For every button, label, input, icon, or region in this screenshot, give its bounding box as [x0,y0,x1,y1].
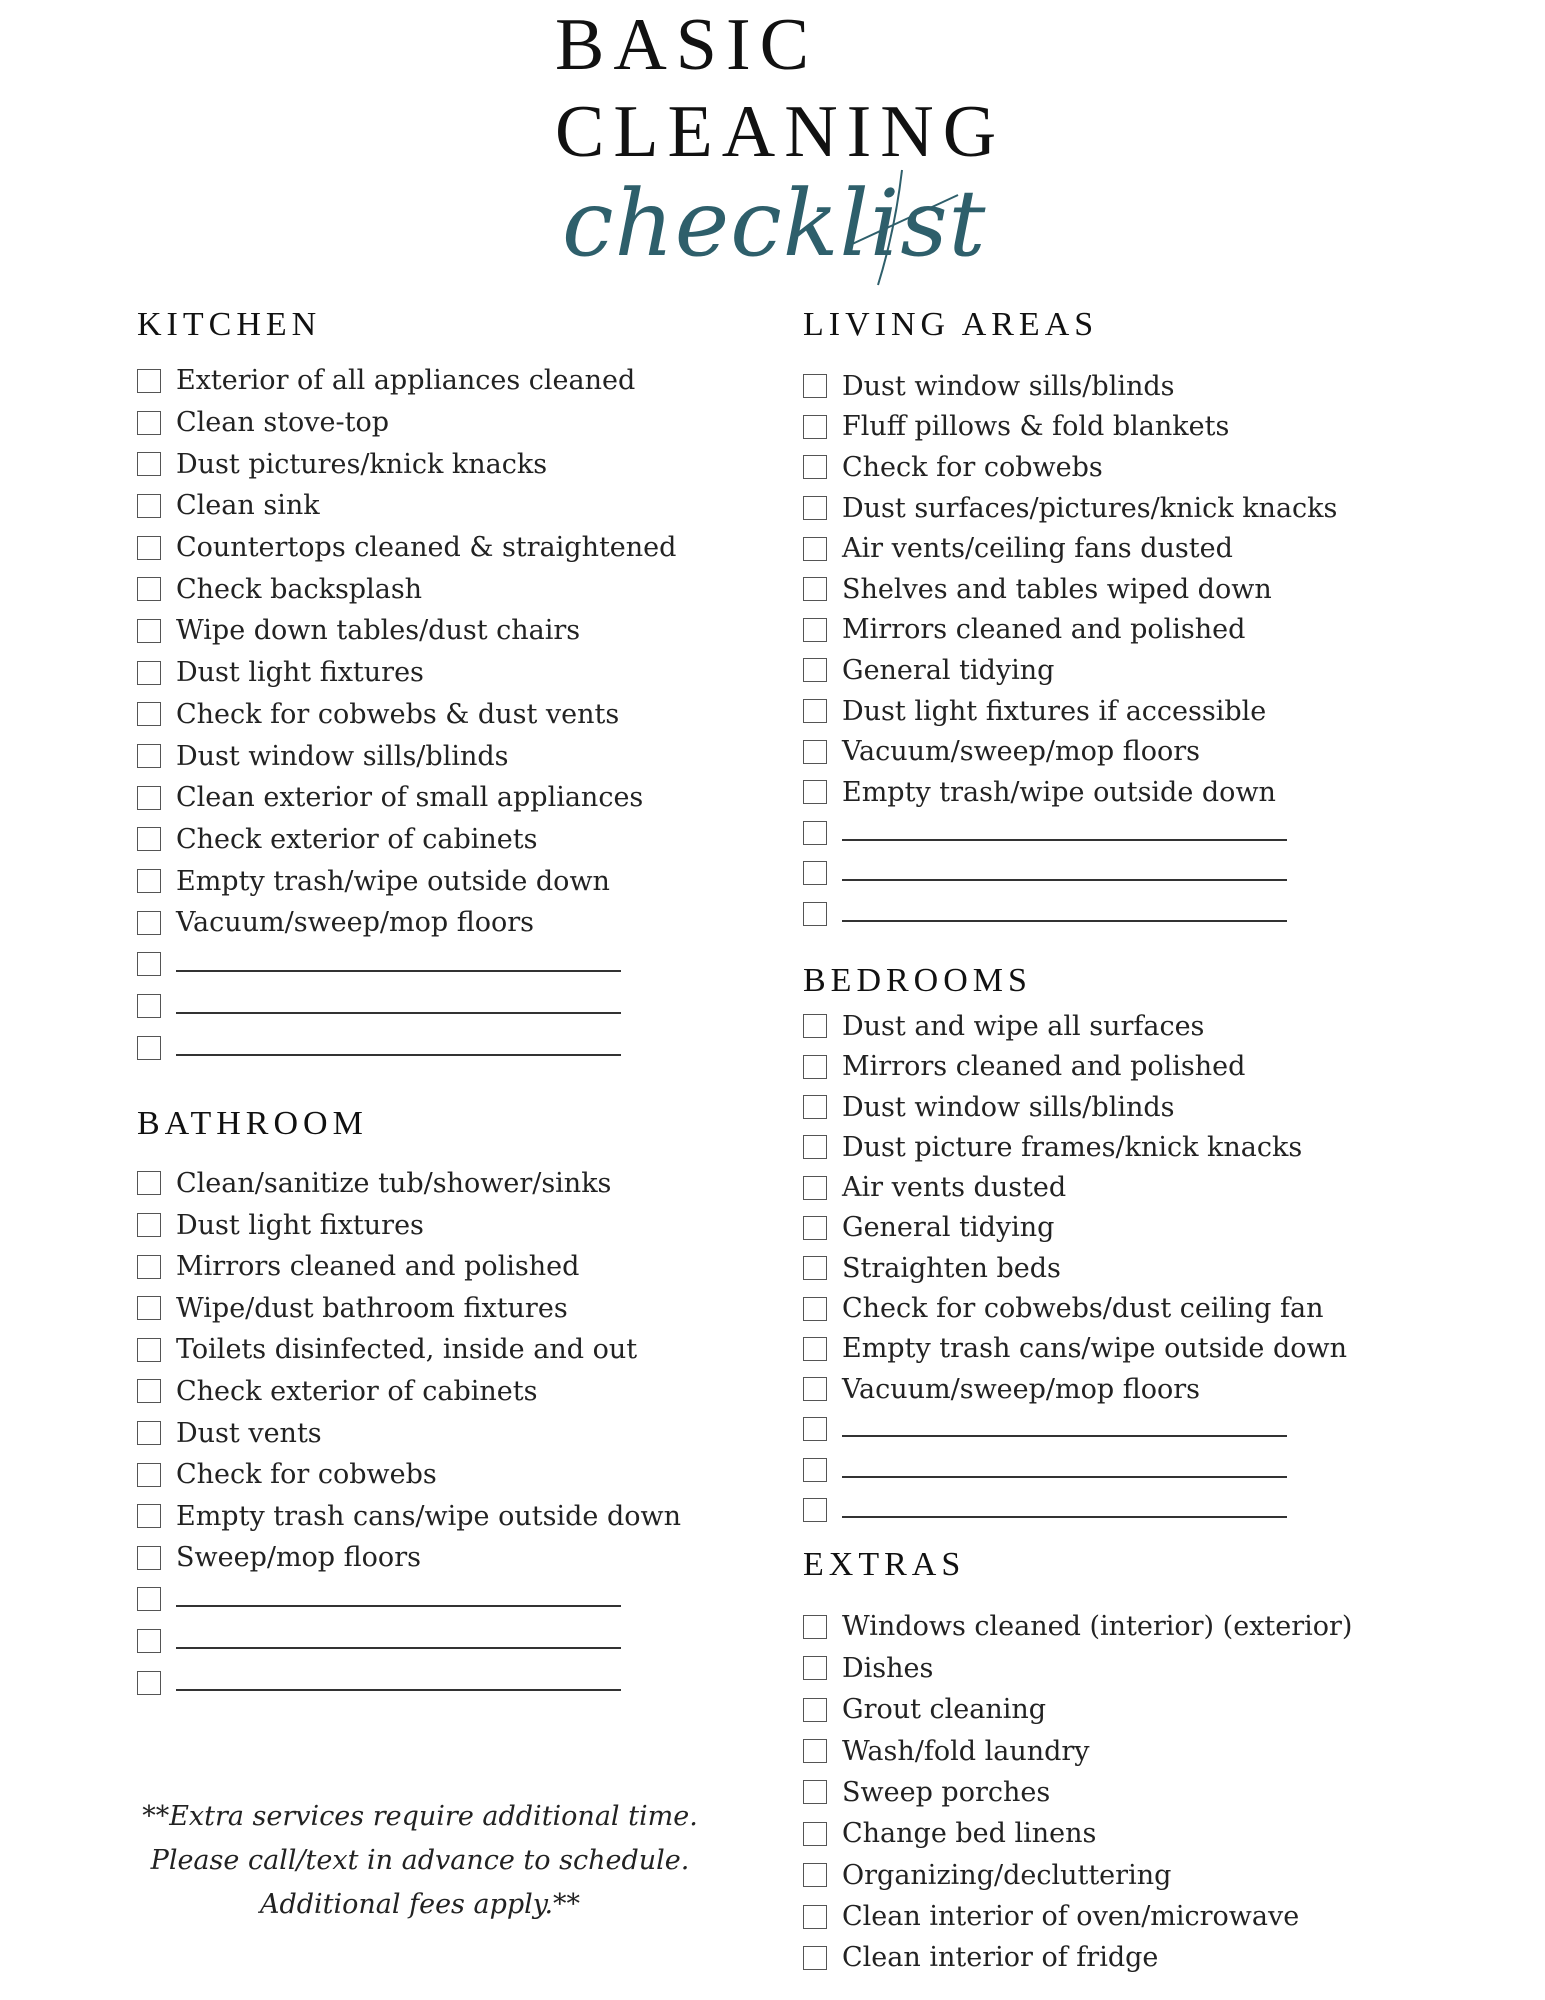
checkbox[interactable] [137,786,161,810]
checkbox[interactable] [803,537,827,561]
checklist-item [137,819,697,861]
checkbox[interactable] [137,369,161,393]
checkbox[interactable] [137,1036,161,1060]
checklist-item [137,1204,697,1246]
bathroom-list [137,1163,697,1704]
extras-title: EXTRAS [803,1546,966,1584]
checklist-item [137,1287,697,1329]
checklist-item-label: Mirrors cleaned and polished [176,1251,580,1283]
checkbox[interactable] [137,1379,161,1403]
checklist-item [137,1537,697,1579]
extra-services-note [130,1795,710,1927]
checkbox[interactable] [137,1587,161,1611]
checkbox[interactable] [803,618,827,642]
checklist-item [803,1248,1443,1288]
checkbox[interactable] [803,374,827,398]
checklist-item-label: Dust window sills/blinds [842,370,1175,402]
checklist-item [803,1168,1443,1208]
script-flourish [840,150,970,290]
title-line-2: CLEANING [555,91,1006,173]
blank-write-in-line[interactable] [176,956,621,972]
blank-checklist-item [137,1579,697,1621]
checklist-item-label: Dust picture frames/knick knacks [842,1131,1303,1163]
checklist-item-label: Exterior of all appliances cleaned [176,365,636,397]
checklist-item-label: Mirrors cleaned and polished [842,614,1246,646]
checklist-item [803,1689,1443,1730]
checklist-item-label: Clean/sanitize tub/shower/sinks [176,1167,612,1199]
kitchen-list [137,360,697,1069]
checkbox[interactable] [803,496,827,520]
checklist-item-label: General tidying [842,1212,1055,1244]
checkbox[interactable] [803,1656,827,1680]
blank-write-in-line[interactable] [176,1040,621,1056]
checklist-item [803,447,1443,488]
blank-checklist-item [803,894,1443,935]
checkbox[interactable] [803,1615,827,1639]
checklist-item [803,1369,1443,1409]
checklist-item-label: Dust light fixtures [176,657,424,689]
checkbox[interactable] [803,861,827,885]
blank-checklist-item [137,1620,697,1662]
blank-write-in-line[interactable] [842,1462,1287,1478]
checkbox[interactable] [803,1216,827,1240]
checkbox[interactable] [803,1014,827,1038]
blank-write-in-line[interactable] [176,1675,621,1691]
checklist-item-label: Clean interior of fridge [842,1942,1159,1974]
checklist-item-label: Sweep porches [842,1776,1051,1808]
checkbox[interactable] [803,1417,827,1441]
checklist-item-label: Air vents/ceiling fans dusted [842,533,1233,565]
checklist-item-label: Dust window sills/blinds [176,740,509,772]
checklist-item-label: Shelves and tables wiped down [842,573,1272,605]
checklist-item-label: Dust light fixtures [176,1209,424,1241]
checklist-item [803,1047,1443,1087]
checkbox[interactable] [137,869,161,893]
checkbox[interactable] [137,619,161,643]
checklist-item [803,1288,1443,1328]
blank-checklist-item [137,985,697,1027]
checklist-item-label: Fluff pillows & fold blankets [842,411,1230,443]
checklist-item-label: Check backsplash [176,573,423,605]
checkbox[interactable] [803,1458,827,1482]
checklist-item [803,650,1443,691]
blank-checklist-item [803,1490,1443,1530]
checklist-item-label: Empty trash/wipe outside down [842,776,1276,808]
checklist-item-label: General tidying [842,654,1055,686]
checklist-item-label: Clean sink [176,490,320,522]
checkbox[interactable] [137,1171,161,1195]
checkbox[interactable] [137,1213,161,1237]
checklist-item [803,1648,1443,1689]
checkbox[interactable] [137,577,161,601]
checklist-item-label: Clean interior of oven/microwave [842,1901,1300,1933]
checkbox[interactable] [137,1463,161,1487]
checklist-item-label: Vacuum/sweep/mop floors [176,907,535,939]
checkbox[interactable] [803,1498,827,1522]
blank-checklist-item [137,944,697,986]
checklist-item [803,488,1443,529]
checklist-item [137,735,697,777]
living-areas-title: LIVING AREAS [803,306,1099,343]
blank-write-in-line[interactable] [176,1591,621,1607]
checkbox[interactable] [803,1297,827,1321]
checklist-item [137,1412,697,1454]
checkbox[interactable] [803,1256,827,1280]
blank-checklist-item [803,1450,1443,1490]
checklist-item-label: Windows cleaned (interior) (exterior) [842,1611,1353,1643]
checklist-item-label: Empty trash cans/wipe outside down [176,1500,681,1532]
checklist-item [137,1246,697,1288]
checklist-item [803,772,1443,813]
checklist-item [803,1772,1443,1813]
extras-list [803,1606,1443,1979]
checklist-item [137,527,697,569]
checklist-item-label: Check for cobwebs & dust vents [176,698,620,730]
checkbox[interactable] [137,911,161,935]
checklist-item-label: Check for cobwebs [842,451,1103,483]
checkbox[interactable] [137,1546,161,1570]
checkbox[interactable] [137,1255,161,1279]
checklist-item [137,652,697,694]
checklist-item-label: Toilets disinfected, inside and out [176,1334,638,1366]
checklist-item-label: Dust light fixtures if accessible [842,695,1267,727]
checkbox[interactable] [803,902,827,926]
checkbox[interactable] [137,494,161,518]
checkbox[interactable] [137,452,161,476]
kitchen-section [137,300,697,1069]
checklist-item [803,1937,1443,1978]
checklist-item [803,1208,1443,1248]
checklist-item-label: Sweep/mop floors [176,1542,421,1574]
checklist-item [803,569,1443,610]
checklist-item-label: Straighten beds [842,1252,1061,1284]
checklist-item-label: Clean stove-top [176,407,390,439]
checklist-item-label: Dust window sills/blinds [842,1091,1175,1123]
checkbox[interactable] [137,1671,161,1695]
blank-write-in-line[interactable] [842,825,1287,841]
checklist-item [137,360,697,402]
checkbox[interactable] [137,994,161,1018]
bedrooms-title: BEDROOMS [803,962,1032,1000]
checklist-item [137,777,697,819]
checklist-item [803,1813,1443,1854]
checklist-item [137,902,697,944]
checkbox[interactable] [137,952,161,976]
extras-section [803,1540,1443,1979]
blank-write-in-line[interactable] [842,865,1287,881]
checkbox[interactable] [137,1629,161,1653]
checkbox[interactable] [137,827,161,851]
checklist-item-label: Vacuum/sweep/mop floors [842,1373,1201,1405]
blank-checklist-item [803,1409,1443,1449]
checkbox[interactable] [803,780,827,804]
living-areas-list [803,366,1443,934]
checklist-item [137,443,697,485]
bedrooms-section [803,956,1443,1530]
checklist-item-label: Countertops cleaned & straightened [176,532,677,564]
checkbox[interactable] [137,1421,161,1445]
checkbox[interactable] [137,536,161,560]
living-areas-section [803,300,1443,934]
checkbox[interactable] [803,1698,827,1722]
checklist-item [803,691,1443,732]
checklist-item [803,1606,1443,1647]
checkbox[interactable] [803,1863,827,1887]
right-column [803,300,1443,1979]
checklist-item-label: Wipe down tables/dust chairs [176,615,581,647]
checkbox[interactable] [803,1822,827,1846]
checkbox[interactable] [803,1946,827,1970]
bedrooms-list [803,1006,1443,1530]
checkbox[interactable] [803,1135,827,1159]
checklist-item [803,1006,1443,1046]
checklist-item [803,610,1443,651]
bathroom-title: BATHROOM [137,1104,368,1142]
checklist-item [137,1495,697,1537]
checklist-item-label: Organizing/decluttering [842,1859,1172,1891]
checklist-item [137,1329,697,1371]
checklist-item [137,1371,697,1413]
blank-checklist-item [803,853,1443,894]
checkbox[interactable] [137,1296,161,1320]
blank-write-in-line[interactable] [176,1633,621,1649]
checklist-item-label: Dust pictures/knick knacks [176,448,548,480]
checkbox[interactable] [803,658,827,682]
note-line-2: Please call/text in advance to schedule. [150,1845,690,1876]
checkbox[interactable] [137,702,161,726]
checklist-item-label: Air vents dusted [842,1172,1067,1204]
checklist-item-label: Mirrors cleaned and polished [842,1051,1246,1083]
checkbox[interactable] [803,740,827,764]
note-line-3: Additional fees apply.** [259,1889,581,1920]
blank-write-in-line[interactable] [176,998,621,1014]
checklist-item-label: Dust and wipe all surfaces [842,1010,1205,1042]
checkbox[interactable] [803,1739,827,1763]
checkbox[interactable] [803,577,827,601]
blank-checklist-item [137,1662,697,1704]
checklist-item [803,1855,1443,1896]
checklist-item [137,860,697,902]
checklist-item-label: Vacuum/sweep/mop floors [842,736,1201,768]
title-script: checklist [562,170,987,277]
checkbox[interactable] [137,411,161,435]
checklist-item-label: Dust surfaces/pictures/knick knacks [842,492,1338,524]
note-line-1: **Extra services require additional time. [142,1801,698,1832]
checklist-item-label: Empty trash/wipe outside down [176,865,610,897]
bathroom-section [137,1099,697,1704]
checklist-item-label: Change bed linens [842,1818,1097,1850]
blank-checklist-item [803,813,1443,854]
checkbox[interactable] [803,1780,827,1804]
checklist-item [137,1454,697,1496]
checklist-item-label: Wipe/dust bathroom fixtures [176,1292,568,1324]
checklist-item-label: Dishes [842,1652,934,1684]
blank-write-in-line[interactable] [842,906,1287,922]
checkbox[interactable] [803,415,827,439]
checklist-item [803,1329,1443,1369]
checkbox[interactable] [803,1377,827,1401]
left-column [137,300,697,1703]
checklist-item-label: Wash/fold laundry [842,1735,1090,1767]
checklist-item [137,610,697,652]
checklist-item [803,731,1443,772]
checklist-item [137,694,697,736]
kitchen-title: KITCHEN [137,306,322,343]
checkbox[interactable] [803,1055,827,1079]
checklist-item [803,407,1443,448]
checklist-item-label: Check exterior of cabinets [176,823,538,855]
checkbox[interactable] [137,661,161,685]
checkbox[interactable] [803,1337,827,1361]
checkbox[interactable] [803,1176,827,1200]
checklist-item-label: Empty trash cans/wipe outside down [842,1333,1347,1365]
checkbox[interactable] [137,744,161,768]
checklist-item [803,1087,1443,1127]
checklist-item-label: Clean exterior of small appliances [176,782,644,814]
checkbox[interactable] [803,699,827,723]
checklist-item-label: Dust vents [176,1417,322,1449]
checklist-item [137,568,697,610]
checkbox[interactable] [803,1095,827,1119]
checklist-item [803,528,1443,569]
checklist-item-label: Check for cobwebs/dust ceiling fan [842,1293,1324,1325]
blank-checklist-item [137,1027,697,1069]
checkbox[interactable] [803,821,827,845]
checklist-item-label: Check exterior of cabinets [176,1375,538,1407]
checkbox[interactable] [137,1338,161,1362]
blank-write-in-line[interactable] [842,1502,1287,1518]
checklist-item [803,1896,1443,1937]
checklist-item-label: Grout cleaning [842,1694,1047,1726]
checklist-item-label: Check for cobwebs [176,1459,437,1491]
checklist-item [137,402,697,444]
checkbox[interactable] [803,455,827,479]
checklist-item [803,366,1443,407]
checklist-item [137,485,697,527]
title-line-1: BASIC [555,4,818,86]
checklist-item [803,1127,1443,1167]
checkbox[interactable] [803,1905,827,1929]
checklist-item [803,1730,1443,1771]
blank-write-in-line[interactable] [842,1421,1287,1437]
checkbox[interactable] [137,1504,161,1528]
checklist-item [137,1163,697,1205]
